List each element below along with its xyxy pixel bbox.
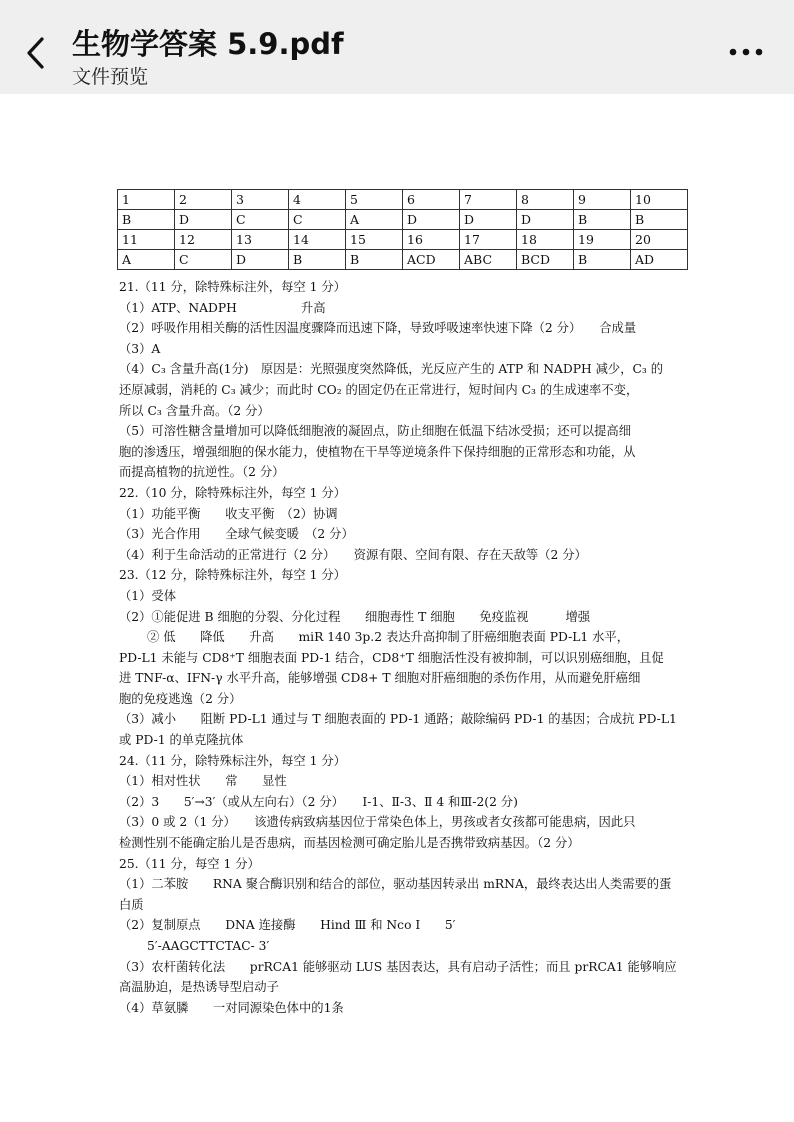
answer-table-row: [118, 250, 688, 270]
answer-table-cell: 16: [403, 230, 460, 250]
q25-line: （1）二苯胺 RNA 聚合酶识别和结合的部位，驱动基因转录出 mRNA，最终表达出人类需要的蛋: [119, 877, 672, 892]
q21-line: （4）C₃ 含量升高(1分) 原因是：光照强度突然降低，光反应产生的 ATP 和 NADPH 减少，C₃ 的: [119, 362, 664, 377]
q23-line: （2）①能促进 B 细胞的分裂、分化过程 细胞毒性 T 细胞 免疫监视 增强: [119, 609, 591, 624]
q21-answer: （1）ATP、NADPH: [119, 300, 237, 315]
q23-line: 进 TNF-α、IFN-γ 水平升高，能够增强 CD8+ T 细胞对肝癌细胞的杀伤作用，从而避免肝癌细: [119, 671, 641, 686]
file-subtitle: 文件预览: [72, 66, 149, 88]
q25-heading: 25.（11 分，每空 1 分）: [119, 856, 260, 871]
q25-line: （4）草氨膦 一对同源染色体中的1条: [119, 1000, 344, 1015]
q24-line: 检测性别不能确定胎儿是否患病，而基因检测可确定胎儿是否携带致病基因。（2 分）: [119, 836, 580, 851]
answer-table-cell: B: [574, 250, 631, 270]
answer-table-cell: 19: [574, 230, 631, 250]
q21-line: 还原减弱，消耗的 C₃ 减少；而此时 CO₂ 的固定仍在正常进行，短时间内 C₃ 的生成速率不变，: [119, 382, 639, 397]
answer-table-cell: A: [346, 210, 403, 230]
answer-table-cell: 13: [232, 230, 289, 250]
answer-table-cell: 20: [631, 230, 688, 250]
q21-answer: 升高: [300, 300, 326, 315]
q22-heading: 22.（10 分，除特殊标注外，每空 1 分）: [119, 485, 346, 500]
answer-table-cell: 8: [517, 190, 574, 210]
q25-line: 5′-AAGCTTCTAC- 3′: [147, 939, 270, 953]
q25-line: （2）复制原点 DNA 连接酶 Hind Ⅲ 和 Nco Ⅰ 5′: [119, 918, 456, 933]
answer-table-cell: 7: [460, 190, 517, 210]
answer-table-cell: 1: [118, 190, 175, 210]
answer-table-cell: B: [631, 210, 688, 230]
answer-table-cell: B: [118, 210, 175, 230]
back-button[interactable]: [22, 36, 52, 70]
q21-heading: 21.（11 分，除特殊标注外，每空 1 分）: [119, 280, 346, 294]
q24-line: （2）3 5′→3′（或从左向右）（2 分） Ⅰ-1、Ⅱ-3、Ⅱ 4 和Ⅲ-2(2 分): [119, 794, 518, 809]
answer-table-cell: D: [517, 210, 574, 230]
q23-line: 或 PD-1 的单克隆抗体: [119, 733, 244, 748]
q23-line: PD-L1 未能与 CD8⁺T 细胞表面 PD-1 结合，CD8⁺T 细胞活性没有被抑制，可以识别癌细胞，且促: [119, 650, 664, 665]
answer-table-row: [118, 230, 688, 250]
answer-table-cell: 5: [346, 190, 403, 210]
more-options-button[interactable]: [728, 44, 764, 58]
q21-answer: （2）呼吸作用相关酶的活性因温度骤降而迅速下降，导致呼吸速率快速下降（2 分）: [119, 321, 582, 336]
answer-table-cell: D: [403, 210, 460, 230]
q23-line: ② 低 降低 升高 miR 140 3p.2 表达升高抑制了肝癌细胞表面 PD-L1 水平，: [147, 630, 630, 645]
answer-table: [117, 189, 688, 270]
answer-table-cell: 6: [403, 190, 460, 210]
q25-line: 高温胁迫，是热诱导型启动子: [119, 980, 279, 995]
q21-line: （5）可溶性糖含量增加可以降低细胞液的凝固点，防止细胞在低温下结冰受损；还可以提高细: [119, 424, 631, 439]
answer-table-cell: ABC: [460, 250, 517, 270]
q24-heading: 24.（11 分，除特殊标注外，每空 1 分）: [119, 753, 346, 768]
answer-table-cell: A: [118, 250, 175, 270]
q21-answer: 合成量: [599, 321, 637, 336]
answer-table-cell: C: [232, 210, 289, 230]
answer-table-cell: 15: [346, 230, 403, 250]
q21-line: [119, 318, 681, 339]
answer-table-cell: 10: [631, 190, 688, 210]
answer-table-cell: 17: [460, 230, 517, 250]
q24-line: （3）0 或 2（1 分） 该遗传病致病基因位于常染色体上，男孩或者女孩都可能患病，因此只: [119, 815, 636, 830]
answer-text: [119, 277, 681, 1018]
q21-line: 而提高植物的抗逆性。（2 分）: [119, 465, 285, 480]
answer-table-cell: ACD: [403, 250, 460, 270]
answer-table-row: [118, 210, 688, 230]
answer-table-cell: D: [232, 250, 289, 270]
q21-line: [119, 298, 681, 319]
q21-line: 所以 C₃ 含量升高。（2 分）: [119, 403, 270, 418]
q21-line: 胞的渗透压，增强细胞的保水能力，使植物在干旱等逆境条件下保持细胞的正常形态和功能，从: [119, 444, 636, 459]
answer-table-cell: 4: [289, 190, 346, 210]
answer-table-cell: B: [289, 250, 346, 270]
q23-heading: 23.（12 分，除特殊标注外，每空 1 分）: [119, 568, 346, 583]
file-title: 生物学答案 5.9.pdf: [72, 27, 344, 61]
answer-table-cell: B: [574, 210, 631, 230]
answer-table-cell: 18: [517, 230, 574, 250]
more-dots-icon: [728, 45, 764, 59]
answer-table-cell: C: [175, 250, 232, 270]
answer-table-cell: 2: [175, 190, 232, 210]
chevron-left-icon: [22, 36, 52, 70]
q25-line: （3）农杆菌转化法 prRCA1 能够驱动 LUS 基因表达，具有启动子活性；而且 prRCA1 能够响应: [119, 959, 677, 974]
answer-table-cell: C: [289, 210, 346, 230]
q23-line: 胞的免疫逃逸（2 分）: [119, 691, 242, 706]
answer-table-cell: 3: [232, 190, 289, 210]
q21-line: （3）A: [119, 341, 161, 356]
answer-table-cell: 9: [574, 190, 631, 210]
q23-line: （1）受体: [119, 588, 177, 603]
answer-table-cell: 11: [118, 230, 175, 250]
answer-table-cell: B: [346, 250, 403, 270]
answer-table-cell: AD: [631, 250, 688, 270]
q25-line: 白质: [119, 897, 144, 912]
q22-line: （1）功能平衡 收支平衡 （2）协调: [119, 506, 338, 521]
answer-table-row: [118, 190, 688, 210]
answer-table-cell: 14: [289, 230, 346, 250]
q23-line: （3）减小 阻断 PD-L1 通过与 T 细胞表面的 PD-1 通路；敲除编码 PD-1 的基因；合成抗 PD-L1: [119, 712, 677, 727]
answer-table-cell: D: [460, 210, 517, 230]
q24-line: （1）相对性状 常 显性: [119, 774, 287, 789]
answer-table-cell: BCD: [517, 250, 574, 270]
answer-table-cell: D: [175, 210, 232, 230]
q22-line: （4）利于生命活动的正常进行（2 分） 资源有限、空间有限、存在天敌等（2 分）: [119, 547, 587, 562]
pdf-page: [0, 94, 794, 1122]
top-bar: [0, 0, 794, 94]
q22-line: （3）光合作用 全球气候变暖 （2 分）: [119, 527, 354, 542]
answer-table-cell: 12: [175, 230, 232, 250]
